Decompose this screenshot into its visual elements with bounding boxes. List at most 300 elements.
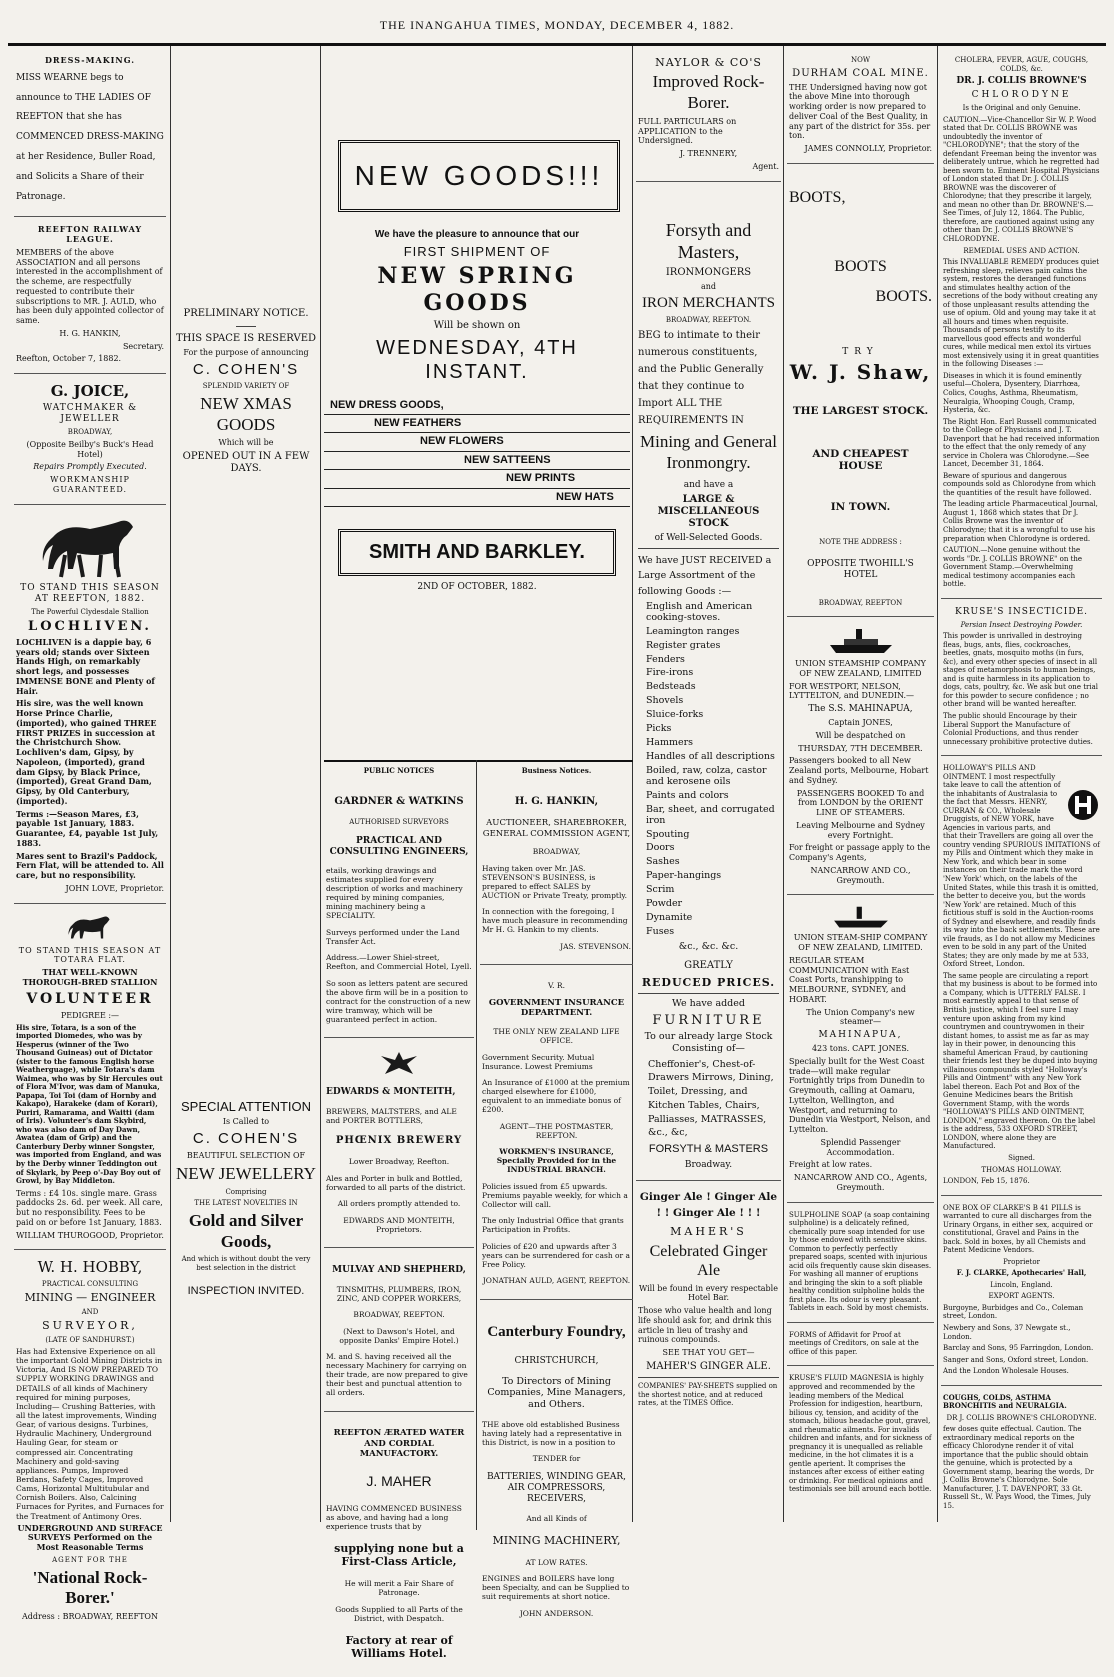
ad-body: BREWERS, MALTSTERS, and ALE and PORTER BOTTLERS, [326, 1107, 457, 1126]
ad-body: We have added [672, 998, 745, 1010]
ad-body: Passengers booked to all New Zealand ports, Melbourne, Hobart and Sydney. [789, 756, 929, 785]
blank-space [174, 52, 318, 308]
called-line: Is Called to [222, 1117, 270, 1127]
ad-heading: UNION STEAMSHIP COMPANY OF NEW ZEALAND, LIMITED [795, 659, 926, 678]
greatly-line: GREATLY [684, 960, 733, 972]
union-steamship-ad [787, 621, 934, 895]
ad-heading: DR. J. COLLIS BROWNE'S [956, 76, 1087, 87]
ad-body: Government Security. Mutual Insurance. Lowest Premiums [482, 1052, 595, 1071]
subheading: EXPORT AGENTS. [988, 1292, 1055, 1301]
ad-body: Beware of spurious and dangerous compounds sold as Chlorodyne from which the quantities of the result have followed. [943, 471, 1096, 497]
ad-body: Leaving Melbourne and Sydney every Fortnight. [796, 820, 925, 840]
column-rule [320, 46, 321, 1522]
trade-line: and [700, 281, 717, 291]
ad-body: THURSDAY, 7TH DECEMBER. [798, 743, 923, 753]
signature: WILLIAM THUROGOOD, Proprietor. [16, 1230, 164, 1240]
column-rule [937, 46, 938, 1522]
ad-body: The Union Company's new steamer— [806, 1007, 915, 1027]
reduced-prices: REDUCED PRICES. [641, 975, 776, 989]
list-item: Sashes [646, 856, 680, 868]
ad-body: He will merit a Fair Share of Patronage. [344, 1579, 454, 1598]
list-item: NEW DRESS GOODS, [324, 397, 630, 415]
ad-heading: TO STAND THIS SEASON AT REEFTON, 1882. [20, 582, 160, 604]
divider [638, 1377, 779, 1378]
ad-heading: Canterbury Foundry, [487, 1323, 626, 1340]
address-line: BROADWAY, REEFTON. [353, 1310, 445, 1320]
subheading: (LATE OF SANDHURST.) [45, 1335, 135, 1344]
shaw-name: W. J. Shaw, [789, 360, 932, 385]
kruse-magnesia-ad [787, 1370, 934, 1502]
ad-body: Freight at low rates. [789, 1160, 873, 1170]
note-line: NOTE THE ADDRESS : [819, 538, 902, 547]
signature: THOMAS HOLLOWAY. [981, 1165, 1062, 1174]
pedigree-label: PEDIGREE :— [60, 1010, 120, 1020]
ad-body: All orders promptly attended to. [337, 1199, 461, 1209]
ad-body: LOCHLIVEN is a dappie bay, 6 years old; stands over Sixteen Hands High, on remarkably short legs, and possesses IMMENSE BONE and Plenty of Hair. [16, 636, 155, 696]
list-item: Paints and colors [646, 789, 729, 801]
list-item: Picks [646, 723, 672, 735]
ad-body: For freight or passage apply to the Company's Agents, [789, 843, 931, 863]
ad-body: KRUSE'S FLUID MAGNESIA is highly approved and recommended by the leading members of the Medical Profession for indigestion, heartburn, bilious cy, tension, and acidity of the stomach, bilious headache gout, gravel, and rheumatic ailments. For invalids children and infants, and for sickness of pregnancy it is unequalled as reliable medicine, in the hot climates it is a gentle aperient. It comprises the instances after excess of either eating or drinking. For medical opinions and testimonials see bill around each bottle. [789, 1374, 932, 1494]
durham-coal-ad [787, 52, 934, 164]
mulvay-shepherd-ad [324, 1252, 474, 1412]
horse-icon [65, 914, 115, 944]
list-item: Register grates [646, 639, 721, 651]
ad-heading: REEFTON RAILWAY LEAGUE. [37, 224, 143, 245]
ad-heading: H. G. HANKIN, [514, 796, 599, 808]
boots-ad [787, 168, 934, 617]
forms-ad [787, 1327, 934, 1367]
crest-line: V. R. [548, 980, 565, 990]
ad-body: SULPHOLINE SOAP (a soap containing sulpholine) is a delicately refined, chemically pure soap intended for use by those endowed with sensitive skins. Common to perfectly perfectly prepared soaps, scented with injurious acid oils frequently cause skin diseases. For washing all manner of eruptions and bringing the skin to a soft pliable healthy condition sulpholine holds the first place. Its odour is very pleasant. Tablets in each. Sold by most chemists. [789, 1210, 932, 1313]
mahers: MAHER'S [670, 1225, 747, 1239]
column-4 [636, 52, 781, 1522]
ad-body: In connection with the foregoing, I have much pleasure in recommending Mr H. G. Hankin to my clients. [482, 907, 628, 935]
ad-body: ENGINES and BOILERS have long been Specialty, and can be Supplied to suit requirements at short notice. [482, 1574, 630, 1602]
list-item: Spouting [646, 828, 690, 840]
steamship-icon [826, 627, 896, 657]
trade-line: SURVEYOR, [42, 1319, 138, 1333]
ad-body: BEG to intimate to their numerous constituents, and the Public Generally that they continue to Import ALL THE REQUIREMENTS IN [638, 330, 764, 427]
clarke-pills-ad [941, 1200, 1102, 1386]
goods-list [638, 602, 779, 938]
list-item: Dynamite [646, 912, 693, 924]
column-1 [14, 52, 166, 1621]
ad-notice: Mares sent to Brazil's Paddock, Fern Flat, will be attended to. All care, but no responsibility. [16, 850, 164, 881]
new-jewellery: NEW JEWELLERY [176, 1164, 316, 1184]
ad-body: The only Industrial Office that grants Participation in Profits. [482, 1216, 624, 1235]
which-line: Which will be [218, 438, 274, 448]
trade-line: AND [81, 1307, 99, 1316]
ad-body: Signed. [1008, 1154, 1035, 1162]
ad-body: The Right Hon. Earl Russell communicated to the College of Physicians and J. T. Davenport that he had received information to the effect that the only remedy of any service in Cholera was Chlorodyne.—See Lancet, December 31, 1864. [943, 417, 1100, 469]
ad-body: THE above old established Business having lately had a representative in this District, is now in a position to [482, 1419, 622, 1447]
ad-heading: W. H. HOBBY, [37, 1258, 143, 1277]
ad-heading: REEFTON ÆRATED WATER AND CORDIAL MANUFACTORY. [333, 1428, 465, 1459]
signature: F. J. CLARKE, Apothecaries' Hall, [956, 1268, 1087, 1278]
address-line: Lincoln, England. [990, 1280, 1053, 1289]
ad-body: Is the Original and only Genuine. [962, 104, 1081, 112]
trade-line: PRACTICAL AND CONSULTING ENGINEERS, [329, 835, 469, 857]
blank-space [174, 479, 318, 1099]
hobby-ad [14, 1254, 166, 1630]
sulpholine-ad [787, 1207, 934, 1323]
forsyth-ad [636, 186, 781, 1181]
furniture-heading: FURNITURE [652, 1012, 765, 1028]
column-rule [476, 760, 477, 1530]
trade-line: TINSMITHS, PLUMBERS, IRON, ZINC, AND COPPER WORKERS, [336, 1284, 462, 1303]
ad-body: This powder is unrivalled in destroying fleas, bugs, ants, flies, cockroaches, beetles, gnats, mosquito moths (in furs, &c), and every other species of insect in all stages of metamorphosis to human beings, and is quite harmless in its application to dogs, cats, poultry, &c. We ask but one trial for this powder to secure confidence ; no other brand will be wanted hereafter. [943, 632, 1098, 709]
wednesday-line: WEDNESDAY, 4TH INSTANT. [376, 336, 578, 384]
list-item: And the London Wholesale Houses. [943, 1367, 1069, 1376]
furniture-list: Cheffonier's, Chest-of-Drawers Mirrows, Dining, Toilet, Dressing, and Kitchen Tables, Chairs, Palliasses, MATRASSES, &c., &c, [648, 1058, 774, 1139]
list-item: Burgoyne, Burbidges and Co., Coleman street, London. [943, 1303, 1084, 1321]
dressmaking-ad [14, 52, 166, 217]
subheading: CHRISTCHURCH, [514, 1355, 599, 1366]
ad-body: So soon as letters patent are secured the above firm will be in a position to contract for the construction of a new wire tramway, which will be guaranteed perfect in action. [326, 978, 471, 1024]
ad-heading: GARDNER & WATKINS [334, 796, 464, 808]
try-line: TRY [842, 346, 879, 357]
section-heading: Business Notices. [521, 766, 592, 775]
celebrated-ginger-ale: Celebrated Ginger Ale [649, 1242, 768, 1280]
in-town: IN TOWN. [830, 501, 891, 514]
ad-body: FULL PARTICULARS on APPLICATION to the Undersigned. [638, 116, 737, 146]
ad-body: 423 tons. CAPT. JONES. [811, 1044, 910, 1053]
ad-body: And all Kinds of [526, 1513, 587, 1523]
ad-body: Ales and Porter in bulk and Bottled, forwarded to all parts of the district. [326, 1173, 466, 1192]
ad-body: Diseases in which it is found eminently useful—Cholera, Dysentery, Diarrhœa, Colics, Coughs, Asthma, Rheumatism, Neuralgia, Whooping Cough, Cramp, Hysteria, &c. [943, 371, 1082, 415]
maher-ale: MAHER'S GINGER ALE. [646, 1360, 771, 1372]
ad-body: CAUTION.—None genuine without the words "Dr. J. COLLIS BROWNE" on the Government Stamp.—Overwhelming medical testimony accompanies each bottle. [943, 546, 1083, 589]
cheapest-house: AND CHEAPEST HOUSE [812, 447, 909, 473]
ad-heading: MULVAY AND SHEPHERD, [332, 1265, 466, 1276]
divider [638, 548, 779, 549]
ad-body: of Well-Selected Goods. [654, 533, 763, 544]
ad-body: His sire, was the well known Horse Prince Charlie, (imported), who gained THREE FIRST PRIZES in succession at the Christchurch Show. Lochliven's dam, Gipsy, by Napoleon, (imported), grand dam Gipsy, by Black Prince, (imported), Great Grand Dam, Gipsy, by Old Canterbury, (imported). [16, 698, 157, 806]
list-item: Sanger and Sons, Oxford street, London. [943, 1355, 1089, 1364]
list-item: Powder [646, 898, 683, 910]
trade-line: WATCHMAKER & JEWELLER [42, 403, 138, 425]
maher-ad [324, 1416, 474, 1677]
spring-goods: NEW SPRING GOODS [377, 263, 577, 316]
rock-borer-title: 'National Rock-Borer.' [32, 1567, 148, 1608]
column-2 [174, 52, 318, 1522]
largest-stock: THE LARGEST STOCK. [792, 404, 929, 417]
forsyth-masters: FORSYTH & MASTERS [648, 1143, 769, 1156]
shown-line: Will be shown on [433, 319, 521, 331]
boots-line: BOOTS [834, 258, 887, 276]
trade-line: IRONMONGERS [665, 266, 752, 278]
new-goods-banner: NEW GOODS!!! [338, 140, 620, 212]
proprietor-name: J. MAHER [366, 1473, 432, 1490]
rock-borer: Improved Rock-Borer. [652, 72, 765, 113]
selection-line: BEAUTIFUL SELECTION OF [186, 1151, 306, 1161]
large-stock: LARGE & MISCELLANEOUS STOCK [657, 493, 760, 530]
ad-body: MISS WEARNE begs to announce to THE LADIES OF REEFTON that she has COMMENCED DRESS-MAKING at her Residence, Buller Road, and Solicits a Share of their Patronage. [16, 72, 164, 202]
horse-illustration [35, 515, 145, 581]
signature: J. TRENNERY, [679, 149, 738, 159]
ad-body: An Insurance of £1000 at the premium charged elsewhere for £1000, equivalent to an immediate bonus of £200. [482, 1078, 630, 1115]
ad-body: The same people are circulating a report that my business is about to be formed into a Company, which is UTTERLY FALSE. I most earnestly appeal to that sense of British justice, which I feel sure I may venture upon asking from my kind countrymen and countrywomen in their distant homes, to assist me as far as may lay in their power, in denouncing this shameful American Fraud, by cautioning their friends lest they be duped into buying villainous compounds styled "Holloway's Pills and Ointment" with any New York label thereon. Each Pot and Box of the Genuine Medicines bears the British Government Stamp, with the words "HOLLOWAY'S PILLS AND OINTMENT, LONDON," engraved thereon. On the label is the address, 533 OXFORD STREET, LONDON, where alone they are Manufactured. [943, 971, 1098, 1151]
steamship-icon [826, 905, 896, 931]
eagle-icon [379, 1048, 419, 1078]
signature: JAMES CONNOLLY, Proprietor. [804, 144, 932, 154]
ad-body: few doses quite effectual. Caution. The extraordinary medical reports on the efficacy Chlorodyne render it of vital importance that the public should obtain the genuine, which is protected by a Government stamp, bearing the words, Dr J. Collis Browne's Chlorodyne. Sole Manufacturer, J. T. DAVENPORT, 33 Gt. Russell St., W. Pays Wood, the Times, July 15. [943, 1425, 1094, 1510]
cohen-name: C. COHEN'S [192, 361, 300, 379]
edwards-monteith-ad [324, 1042, 474, 1248]
ad-body: HOLLOWAY'S PILLS AND OINTMENT. I most respectfully take leave to call the attention of the inhabitants of Australasia to the fact that Messrs. HENRY, CURRAN & CO., Wholesale Druggists, of NEW YORK, have Agencies in various parts, and that their Travellers are going all over the country vending SPURIOUS IMITATIONS of my Pills and Ointment which they make in New York, and which bear in some instances on their trade mark the word 'New York' which, on the labels of the United States, while this trash it is omitted, the better to deceive you, but the words 'New York' are retained. Much of this fictitious stuff is sold in the Auction-rooms of Sydney and elsewhere, and readily finds its way into the back settlements. These are vile frauds, as I do not allow my Medicines even to be sold in any part of the United States; they are only made by me at 533, Oxford Street, London. [943, 764, 1100, 969]
column-6 [941, 52, 1102, 1522]
special-attention: SPECIAL ATTENTION [180, 1098, 312, 1114]
ad-body: Those who value health and long life should ask for, and drink this article in lieu of trashy and ruinous compounds. [638, 1306, 772, 1345]
masthead: THE INANGAHUA TIMES, MONDAY, DECEMBER 4, 1882. [379, 18, 735, 32]
ad-body: We have JUST RECEIVED a Large Assortment of the following Goods :— [638, 555, 772, 597]
coughs-ad [941, 1390, 1102, 1520]
xmas-goods: NEW XMAS GOODS [200, 393, 292, 434]
address-line: (Opposite Beilby's Buck's Head Hotel) [26, 439, 154, 459]
signature: JOHN LOVE, Proprietor. [65, 883, 164, 893]
list-item: Leamington ranges [646, 625, 740, 637]
announce-line: We have the pleasure to announce that our [374, 229, 580, 240]
reserved-line: THIS SPACE IS RESERVED [175, 333, 317, 345]
trade-line: IRON MERCHANTS [642, 295, 775, 312]
brewery-name: PHŒNIX BREWERY [335, 1135, 463, 1147]
best-selection: And which is without doubt the very best selection in the district [181, 1255, 311, 1272]
ad-body: Specially built for the West Coast trade—will make regular Fortnightly trips from Dunedin to Greymouth, calling at Oamaru, Lyttelton, Wellington, and Westport, and returning to Dunedin via Westport, Nelson, and Lyttelton. [789, 1056, 931, 1134]
ad-body: Goods Supplied to all Parts of the District, with Despatch. [335, 1604, 463, 1623]
column-5 [787, 52, 934, 1522]
signature: JAS. STEVENSON. [560, 941, 631, 951]
ad-heading: Forsyth and Masters, [665, 219, 752, 262]
naylor-ad [636, 52, 781, 182]
first-shipment: FIRST SHIPMENT OF [403, 244, 551, 260]
ad-body: Has had Extensive Experience on all the important Gold Mining Districts in Victoria, And IS NOW PREPARED TO SUPPLY WORKING DRAWINGS and DETAILS of all kinds of Machinery required for mining purposes, Including— Crushing Batteries, with all the latest improvements, Winding Gear, of various designs. Turbines, Hydraulic Machinery, Underground Hauling Gear, for steam or compressed air. Concentrating Machinery and gold-saving appliances. Pumps, Improved Berdans, Safety Cages, Improved Cams, Horizontal Multitubular and Cornish Boilers. Also, Calcining Furnaces for Pyrites, and Furnaces for the Treatment of Antimony Ores. [16, 1347, 164, 1521]
subheading: AGENT FOR THE [52, 1555, 128, 1564]
ad-body: and have a [683, 479, 734, 490]
list-item: Shovels [646, 695, 684, 707]
boots-line: BOOTS. [875, 288, 932, 305]
ad-heading: DURHAM COAL MINE. [792, 67, 929, 79]
ad-body: BATTERIES, WINDING GEAR, AIR COMPRESSORS, RECEIVERS, [486, 1472, 627, 1504]
ad-body: The public should Encourage by their Liberal Support the Manufacture of Colonial Productions, and thus render unnecessary prohibitive protective duties. [943, 711, 1093, 746]
ad-notice: UNDERGROUND AND SURFACE SURVEYS Performed on the Most Reasonable Terms [17, 1522, 163, 1553]
ad-body: Will be despatched on [815, 730, 906, 740]
list-item: Fire-irons [646, 667, 694, 679]
ad-body: CAUTION.—Vice-Chancellor Sir W. P. Wood stated that Dr. COLLIS BROWNE was undoubtedly the inventor of "CHLORODYNE"; that the story of the defendant Freeman being the inventor was deliberately untrue, which he regretted had been sworn to. Eminent Hospital Physicians of London stated that Dr. J. COLLIS BROWNE was the discoverer of Chlorodyne; that they prescribe it largely, and mean no other than Dr. BROWNE'S.—See Times, of July 12, 1864. The Public, therefore, are cautioned against using any other than Dr. J. COLLIS BROWNE'S CHLORODYNE. [943, 115, 1100, 243]
signature: EDWARDS AND MONTEITH, Proprietors. [343, 1215, 455, 1234]
purpose-line: For the purpose of announcing [183, 348, 309, 358]
subheading: THE ONLY NEW ZEALAND LIFE OFFICE. [493, 1027, 620, 1046]
ad-heading: EDWARDS & MONTEITH, [326, 1087, 456, 1098]
list-item: Paper-hangings [646, 870, 722, 882]
signature-role: Secretary. [122, 341, 164, 351]
stallion-name: VOLUNTEER [26, 990, 154, 1007]
subheading: Persian Insect Destroying Powder. [960, 620, 1083, 629]
trade-line: AUCTIONEER, SHAREBROKER, GENERAL COMMISSION AGENT, [482, 818, 631, 839]
ad-body: Will be found in every respectable Hotel Bar. [639, 1283, 778, 1303]
list-item: Doors [646, 842, 675, 854]
subheading: WORKMEN'S INSURANCE, Specially Provided for in the INDUSTRIAL BRANCH. [496, 1147, 617, 1175]
date-line: LONDON, Feb 15, 1876. [943, 1177, 1030, 1186]
ad-heading: CHOLERA, FEVER, AGUE, COUGHS, COLDS, &c. [954, 56, 1089, 73]
gold-silver: Gold and Silver Goods, [188, 1211, 304, 1251]
comprising-line: Comprising [225, 1187, 267, 1196]
trademark-icon [1066, 788, 1100, 822]
ad-body: His sire, Totara, is a son of the imported Diomedes, who was by Hesperus (winner of the Two Thousand Guineas) out of Dictator (sister to the famous English horse Weatherguage), while Totara's dam Waimea, who was by Sir Hercules out of Flora M'Ivor, was dam of Manuka, Papapa, Toi Toi (dam of Hornby and Kakapo), Harakeke (dam of Korari), Puriri, Ramarama, and Waitti (dam of Iris). Volunteer's dam Skybird, who was also dam of Day Dawn, Awatea (dam of Grip) and the Canterbury Derby winner Songster, was imported from England, and was by the Derby winner Teddington out of Skylark, by Peep o'-Day Boy out of Growl, by Bay Middleton. [16, 1022, 163, 1186]
ad-terms: Terms : £4 10s. single mare. Grass paddocks 2s. 6d. per week. All care, but no responsibility. Fees to be paid on or before 1st January, 1883. [16, 1188, 163, 1227]
section-heading: PUBLIC NOTICES [363, 766, 435, 775]
address-line: Lower Broadway, Reefton. [348, 1157, 450, 1167]
gov-insurance-ad [480, 969, 633, 1299]
address-line: BROADWAY, [67, 428, 113, 437]
date-line: 2ND OF OCTOBER, 1882. [417, 581, 537, 592]
ad-heading: TO STAND THIS SEASON AT TOTARA FLAT. [18, 945, 162, 965]
subheading: PRACTICAL CONSULTING [41, 1279, 139, 1288]
signature: H. G. HANKIN, [59, 328, 121, 338]
signature: JOHN ANDERSON. [519, 1608, 594, 1618]
ad-body: PASSENGERS BOOKED To and from LONDON by the ORIENT LINE OF STEAMERS. [796, 788, 925, 818]
signature: JONATHAN AULD, AGENT, REEFTON. [482, 1276, 631, 1286]
smith-barkley-ad [324, 215, 630, 755]
railway-league-ad [14, 221, 166, 374]
canterbury-foundry-ad [480, 1304, 633, 1632]
ad-body: SEE THAT YOU GET— [662, 1348, 755, 1358]
list-item: Fenders [646, 653, 685, 665]
ad-heading: GOVERNMENT INSURANCE DEPARTMENT. [488, 998, 625, 1019]
ad-heading: DR J. COLLIS BROWNE'S CHLORODYNE. [946, 1413, 1097, 1422]
ad-body: THE Undersigned having now got the above Mine into thorough working order is now prepared to deliver Coal of the Best Quality, in any part of the district for 35s. per ton. [789, 82, 931, 141]
ad-body: ONE BOX OF CLARKE'S B 41 PILLS is warranted to cure all discharges from the Urinary Organs, in either sex, acquired or constitutional, Gravel and Pains in the back. Sold in boxes, by all Chemists and Patent Medicine Vendors. [943, 1203, 1093, 1255]
address-line: (Next to Dawson's Hotel, and opposite Danks' Empire Hotel.) [339, 1326, 459, 1345]
list-item: Newbery and Sons, 37 Newgate st., London. [943, 1323, 1071, 1341]
subheading: REMEDIAL USES AND ACTION. [963, 246, 1080, 255]
list-item: Bedsteads [646, 681, 696, 693]
ad-body: Surveys performed under the Land Transfer Act. [326, 927, 460, 946]
address-line: BROADWAY, REEFTON. [665, 315, 752, 324]
prelim-heading: PRELIMINARY NOTICE. [183, 308, 309, 319]
ad-heading: UNION STEAM-SHIP COMPANY OF NEW ZEALAND, LIMITED. [793, 933, 928, 953]
list-item: Scrim [646, 884, 675, 896]
date-line: Reefton, October 7, 1882. [16, 354, 122, 364]
column-rule [783, 46, 784, 1522]
signature: NANCARROW AND CO., Agents, Greymouth. [793, 1173, 928, 1192]
ad-terms: Terms :—Season Mares, £3, payable 1st January, 1883. Guarantee, £4, payable 1st July, 1883. [16, 808, 159, 848]
product-name: CHLORODYNE [971, 90, 1072, 101]
holloway-ad [941, 760, 1102, 1196]
stallion-name: LOCHLIVEN. [28, 619, 152, 635]
address-line: Address : BROADWAY, REEFTON [22, 1611, 158, 1621]
subheading: The Powerful Clydesdale Stallion [31, 607, 149, 616]
list-item: Handles of all descriptions [646, 750, 775, 762]
divider [236, 326, 256, 327]
ad-body: Captain JONES, [828, 718, 893, 728]
mining-general: Mining and General Ironmongry. [640, 432, 777, 473]
ad-heading: G. JOICE, [50, 382, 130, 401]
trade-line: MINING — ENGINEER [24, 1291, 156, 1305]
ad-heading: DRESS-MAKING. [44, 55, 136, 65]
list-item: Fuses [646, 925, 675, 937]
public-notices-column [324, 760, 474, 1660]
companies-notice: COMPANIES' PAY-SHEETS supplied on the shortest notice, and at reduced rates, at the TIMES Office. [638, 1382, 778, 1408]
opened-line: OPENED OUT IN A FEW DAYS. [182, 451, 310, 475]
list-item: NEW FLOWERS [324, 433, 630, 451]
signature: NANCARROW AND CO., Greymouth. [810, 865, 911, 885]
etc-line: &c., &c. &c. [678, 940, 739, 952]
subheading: THAT WELL-KNOWN THOROUGH-BRED STALLION [22, 967, 158, 987]
ship-name: The S.S. MAHINAPUA, [808, 704, 913, 715]
ad-body: FOR WESTPORT, NELSON, LYTTELTON, and DUNEDIN.— [789, 681, 915, 701]
list-item: NEW FEATHERS [324, 415, 630, 433]
chlorodyne-ad [941, 52, 1102, 599]
list-item: NEW HATS [324, 489, 630, 507]
list-item: Bar, sheet, and corrugated iron [646, 803, 775, 826]
ad-body: Policies issued from £5 upwards. Premiums payable weekly, for which a Collector will call. [482, 1181, 628, 1209]
cohen-name: C. COHEN'S [192, 1130, 300, 1148]
novelties-line: THE LATEST NOVELTIES IN [194, 1199, 298, 1208]
supplying-line: supplying none but a First-Class Article, [334, 1541, 464, 1569]
smith-barkley-name: SMITH AND BARKLEY. [338, 529, 616, 575]
ad-body: AT LOW RATES. [525, 1557, 588, 1567]
agent-line: AGENT—THE POSTMASTER, REEFTON. [499, 1121, 614, 1140]
ad-body: To our already large Stock Consisting of— [644, 1031, 773, 1055]
ad-body: MINING MACHINERY, [492, 1533, 621, 1547]
address-line: OPPOSITE TWOHILL'S HOTEL [807, 558, 914, 580]
boots-line: BOOTS, [789, 188, 846, 206]
ad-body: Proprietor [1003, 1257, 1040, 1266]
list-item: NEW PRINTS [324, 470, 630, 488]
ad-body: M. and S. having received all the necessary Machinery for carrying on their trade, are now prepared to give their best and punctual attention to all orders. [326, 1352, 468, 1398]
ad-body: To Directors of Mining Companies, Mine Managers, and Others. [487, 1375, 626, 1410]
list-item: Hammers [646, 737, 694, 749]
now-line: NOW [850, 56, 871, 64]
ad-body: TENDER for [532, 1454, 581, 1464]
inspection-invited: INSPECTION INVITED. [187, 1284, 305, 1297]
masthead-rule [8, 43, 1106, 46]
list-item: Barclay and Sons, 95 Farringdon, London. [943, 1344, 1094, 1353]
business-notices-column [480, 760, 633, 1618]
ad-body: Having taken over Mr. JAS. STEVENSON'S BUSINESS, is prepared to effect SALES by AUCTION or Private Treaty, promptly. [482, 863, 627, 900]
ship-name: MAHINAPUA, [818, 1030, 903, 1041]
ad-body: FORMS of Affidavit for Proof at meetings of Creditors, on sale at the office of this paper. [789, 1330, 919, 1356]
ad-heading: Ginger Ale ! Ginger Ale ! ! Ginger Ale ! ! ! [639, 1190, 778, 1220]
lochliven-ad [14, 509, 166, 904]
ad-body: Policies of £20 and upwards after 3 years can be surrendered for cash or a Free Policy. [482, 1241, 630, 1269]
items-list [324, 397, 630, 507]
subheading: AUTHORISED SURVEYORS [349, 818, 449, 827]
notices-area [322, 760, 635, 1660]
ad-body: Splendid Passenger Accommodation. [820, 1137, 901, 1157]
gardner-watkins-ad [324, 782, 474, 1038]
hankin-ad [480, 782, 633, 965]
list-item: Boiled, raw, colza, castor and kerosene oils [646, 764, 767, 787]
ad-body: REGULAR STEAM COMMUNICATION with East Coast Ports, transhipping to MELBOURNE, SYDNEY, and HOBART. [789, 955, 910, 1004]
address-line: Broadway. [684, 1159, 733, 1170]
kruse-insecticide-ad [941, 603, 1102, 756]
factory-line: Factory at rear of Williams Hotel. [345, 1633, 453, 1660]
address-line: Address.—Lower Shiel-street, Reefton, and Commercial Hotel, Lyell. [326, 953, 472, 972]
ad-body: The leading article Pharmaceutical Journal, August 1, 1868 which states that Dr J. Collis Browne was the inventor of Chlorodyne; that it is a wrongful to use his preparation when Chlorodyne is ordered. [943, 500, 1098, 543]
address-line: BROADWAY, [532, 847, 581, 857]
tagline: Repairs Promptly Executed. [33, 462, 147, 472]
signature-role: Agent. [752, 161, 779, 171]
divider [638, 993, 779, 994]
list-item: NEW SATTEENS [324, 452, 630, 470]
tagline: WORKMANSHIP GUARANTEED. [50, 475, 130, 494]
volunteer-ad [14, 908, 166, 1251]
ad-body: HAVING COMMENCED BUSINESS as above, and having had a long experience trusts that by [326, 1503, 462, 1531]
ad-heading: KRUSE'S INSECTICIDE. [954, 606, 1089, 617]
variety-line: SPLENDID VARIETY OF [202, 382, 290, 391]
